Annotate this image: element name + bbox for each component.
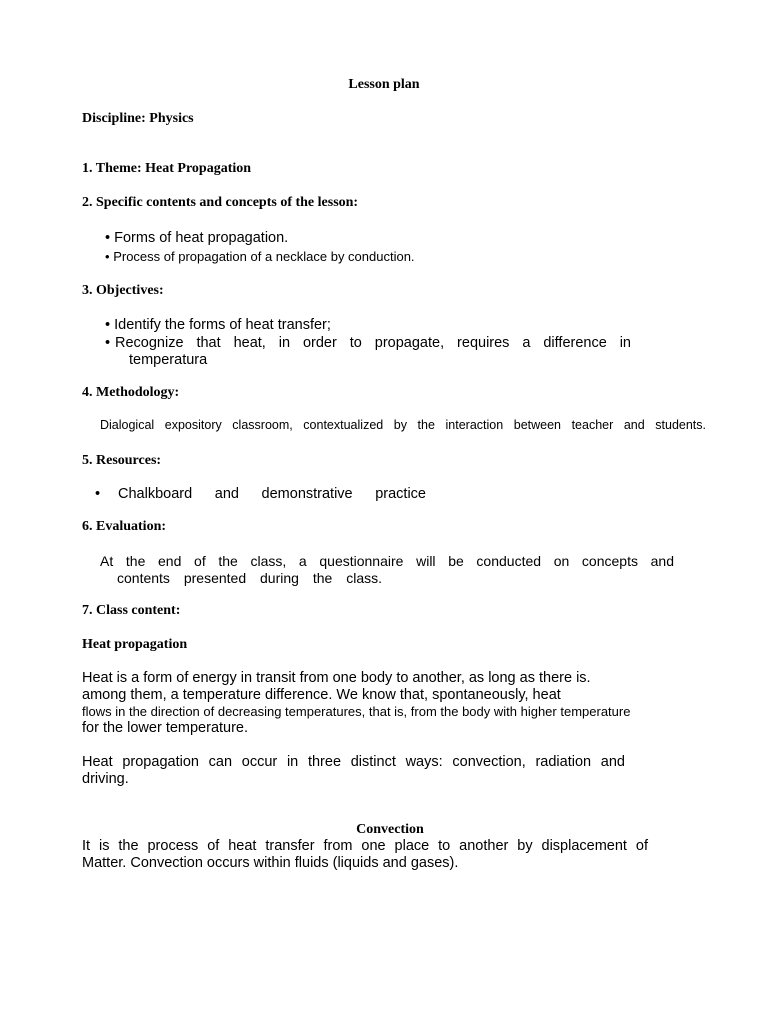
bullet-icon: •	[105, 317, 111, 333]
convection-line-1: It is the process of heat transfer from one place to another by displacement of	[82, 838, 648, 854]
paragraph-line: Heat is a form of energy in transit from one body to another, as long as there is.	[82, 670, 591, 686]
resources-item: Chalkboard and demonstrative practice	[118, 486, 426, 502]
paragraph-line: Heat propagation can occur in three distinct ways: convection, radiation and	[82, 754, 625, 770]
class-content-heading: 7. Class content:	[82, 603, 181, 618]
convection-line-2: Matter. Convection occurs within fluids (liquids and gases).	[82, 855, 459, 871]
paragraph-line: among them, a temperature difference. We know that, spontaneously, heat	[82, 687, 561, 703]
list-item-text-continued: temperatura	[129, 352, 208, 368]
list-item	[105, 317, 331, 333]
convection-heading: Convection	[356, 822, 424, 837]
list-item-text: Process of propagation of a necklace by conduction.	[113, 249, 415, 264]
evaluation-line-1: At the end of the class, a questionnaire will be conducted on concepts and	[100, 553, 674, 569]
bullet-icon: •	[105, 249, 110, 264]
list-item	[105, 230, 288, 246]
list-item-text: Identify the forms of heat transfer;	[114, 317, 331, 333]
evaluation-line-2: contents presented during the class.	[117, 570, 382, 586]
list-item-text: Forms of heat propagation.	[114, 230, 289, 246]
theme-heading: 1. Theme: Heat Propagation	[82, 161, 252, 176]
bullet-icon: •	[105, 230, 111, 246]
list-item-text: Recognize that heat, in order to propagate, requires a difference in	[115, 335, 631, 351]
heat-propagation-subheading: Heat propagation	[82, 637, 188, 652]
methodology-text: Dialogical expository classroom, contextualized by the interaction between teacher and students.	[100, 418, 706, 432]
paragraph-line: flows in the direction of decreasing temperatures, that is, from the body with higher temperature	[82, 704, 631, 719]
methodology-heading: 4. Methodology:	[82, 385, 180, 400]
resources-heading: 5. Resources:	[82, 453, 162, 468]
evaluation-heading: 6. Evaluation:	[82, 519, 167, 534]
bullet-icon: •	[105, 335, 111, 351]
bullet-icon: •	[95, 486, 101, 502]
paragraph-line: for the lower temperature.	[82, 720, 249, 736]
paragraph-line: driving.	[82, 771, 129, 787]
specific-contents-heading: 2. Specific contents and concepts of the lesson:	[82, 195, 359, 210]
list-item	[105, 249, 415, 264]
page-title: Lesson plan	[348, 77, 420, 92]
objectives-heading: 3. Objectives:	[82, 283, 164, 298]
discipline-line: Discipline: Physics	[82, 111, 194, 126]
